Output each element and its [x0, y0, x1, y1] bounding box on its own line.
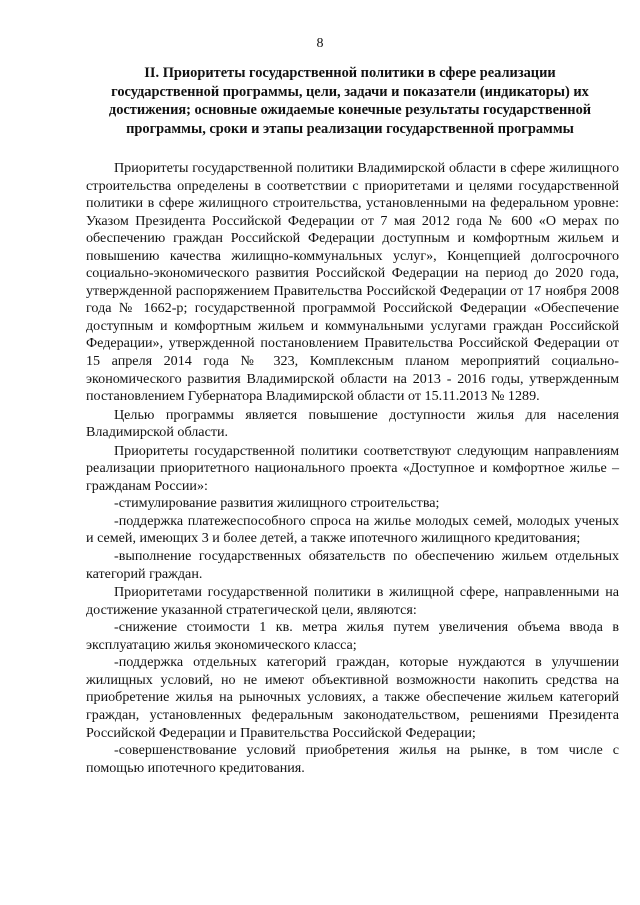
paragraph-housing-priorities: Приоритетами государственной политики в жилищной сфере, направленными на достижение указанной стратегической цели, являются: [86, 584, 619, 618]
paragraph-directions: Приоритеты государственной политики соответствуют следующим направлениям реализации приоритетного национального проекта «Доступное и комфортное жилье – гражданам России»: [86, 442, 619, 494]
list-item: -совершенствование условий приобретения жилья на рынке, в том числе с помощью ипотечного кредитования. [86, 742, 619, 776]
section-title: II. Приоритеты государственной политики в сфере реализации государственной программы, цели, задачи и показатели (индикаторы) их достижения; основные ожидаемые конечные результаты государственной программы, сроки и этапы реализации государственной программы [108, 65, 592, 137]
list-item: -снижение стоимости 1 кв. метра жилья путем увеличения объема ввода в эксплуатацию жилья экономического класса; [86, 619, 619, 653]
body-text [86, 160, 619, 777]
list-item: -выполнение государственных обязательств по обеспечению жильем отдельных категорий граждан. [86, 548, 619, 582]
list-item: -поддержка отдельных категорий граждан, которые нуждаются в улучшении жилищных условий, но не имеют объективной возможности накопить средства на приобретение жилья на рыночных условиях, а также обеспечение жильем категорий граждан, установленных федеральным законодательством, решениями Президента Российской Федерации и Правительства Российской Федерации; [86, 654, 619, 741]
list-item: -поддержка платежеспособного спроса на жилье молодых семей, молодых ученых и семей, имеющих 3 и более детей, а также ипотечного жилищного кредитования; [86, 512, 619, 547]
paragraph-goal: Целью программы является повышение доступности жилья для населения Владимирской области. [86, 406, 619, 441]
list-item: -стимулирование развития жилищного строительства; [114, 495, 440, 512]
page-number: 8 [316, 36, 324, 51]
paragraph-priorities: Приоритеты государственной политики Владимирской области в сфере жилищного строительства определены в соответствии с приоритетами и целями государственной политики в сфере жилищного строительства, установленными на федеральном уровне: Указом Президента Российской Федерации от 7 мая 2012 года № 600 «О мерах по обеспечению граждан Российской Федерации доступным и комфортным жильем и повышению качества жилищно-коммунальных услуг», Концепцией долгосрочного социально-экономического развития Российской Федерации на период до 2020 года, утвержденной распоряжением Правительства Российской Федерации от 17 ноября 2008 года № 1662-р; государственной программой Российской Федерации «Обеспечение доступным и комфортным жильем и коммунальными услугами граждан Российской Федерации», утвержденной постановлением Правительства Российской Федерации от 15 апреля 2014 года № 323, Комплексным планом мероприятий социально-экономического развития Владимирской области на 2013 - 2016 годы, утвержденным постановлением Губернатора Владимирской области от 15.11.2013 № 1289. [86, 160, 619, 405]
